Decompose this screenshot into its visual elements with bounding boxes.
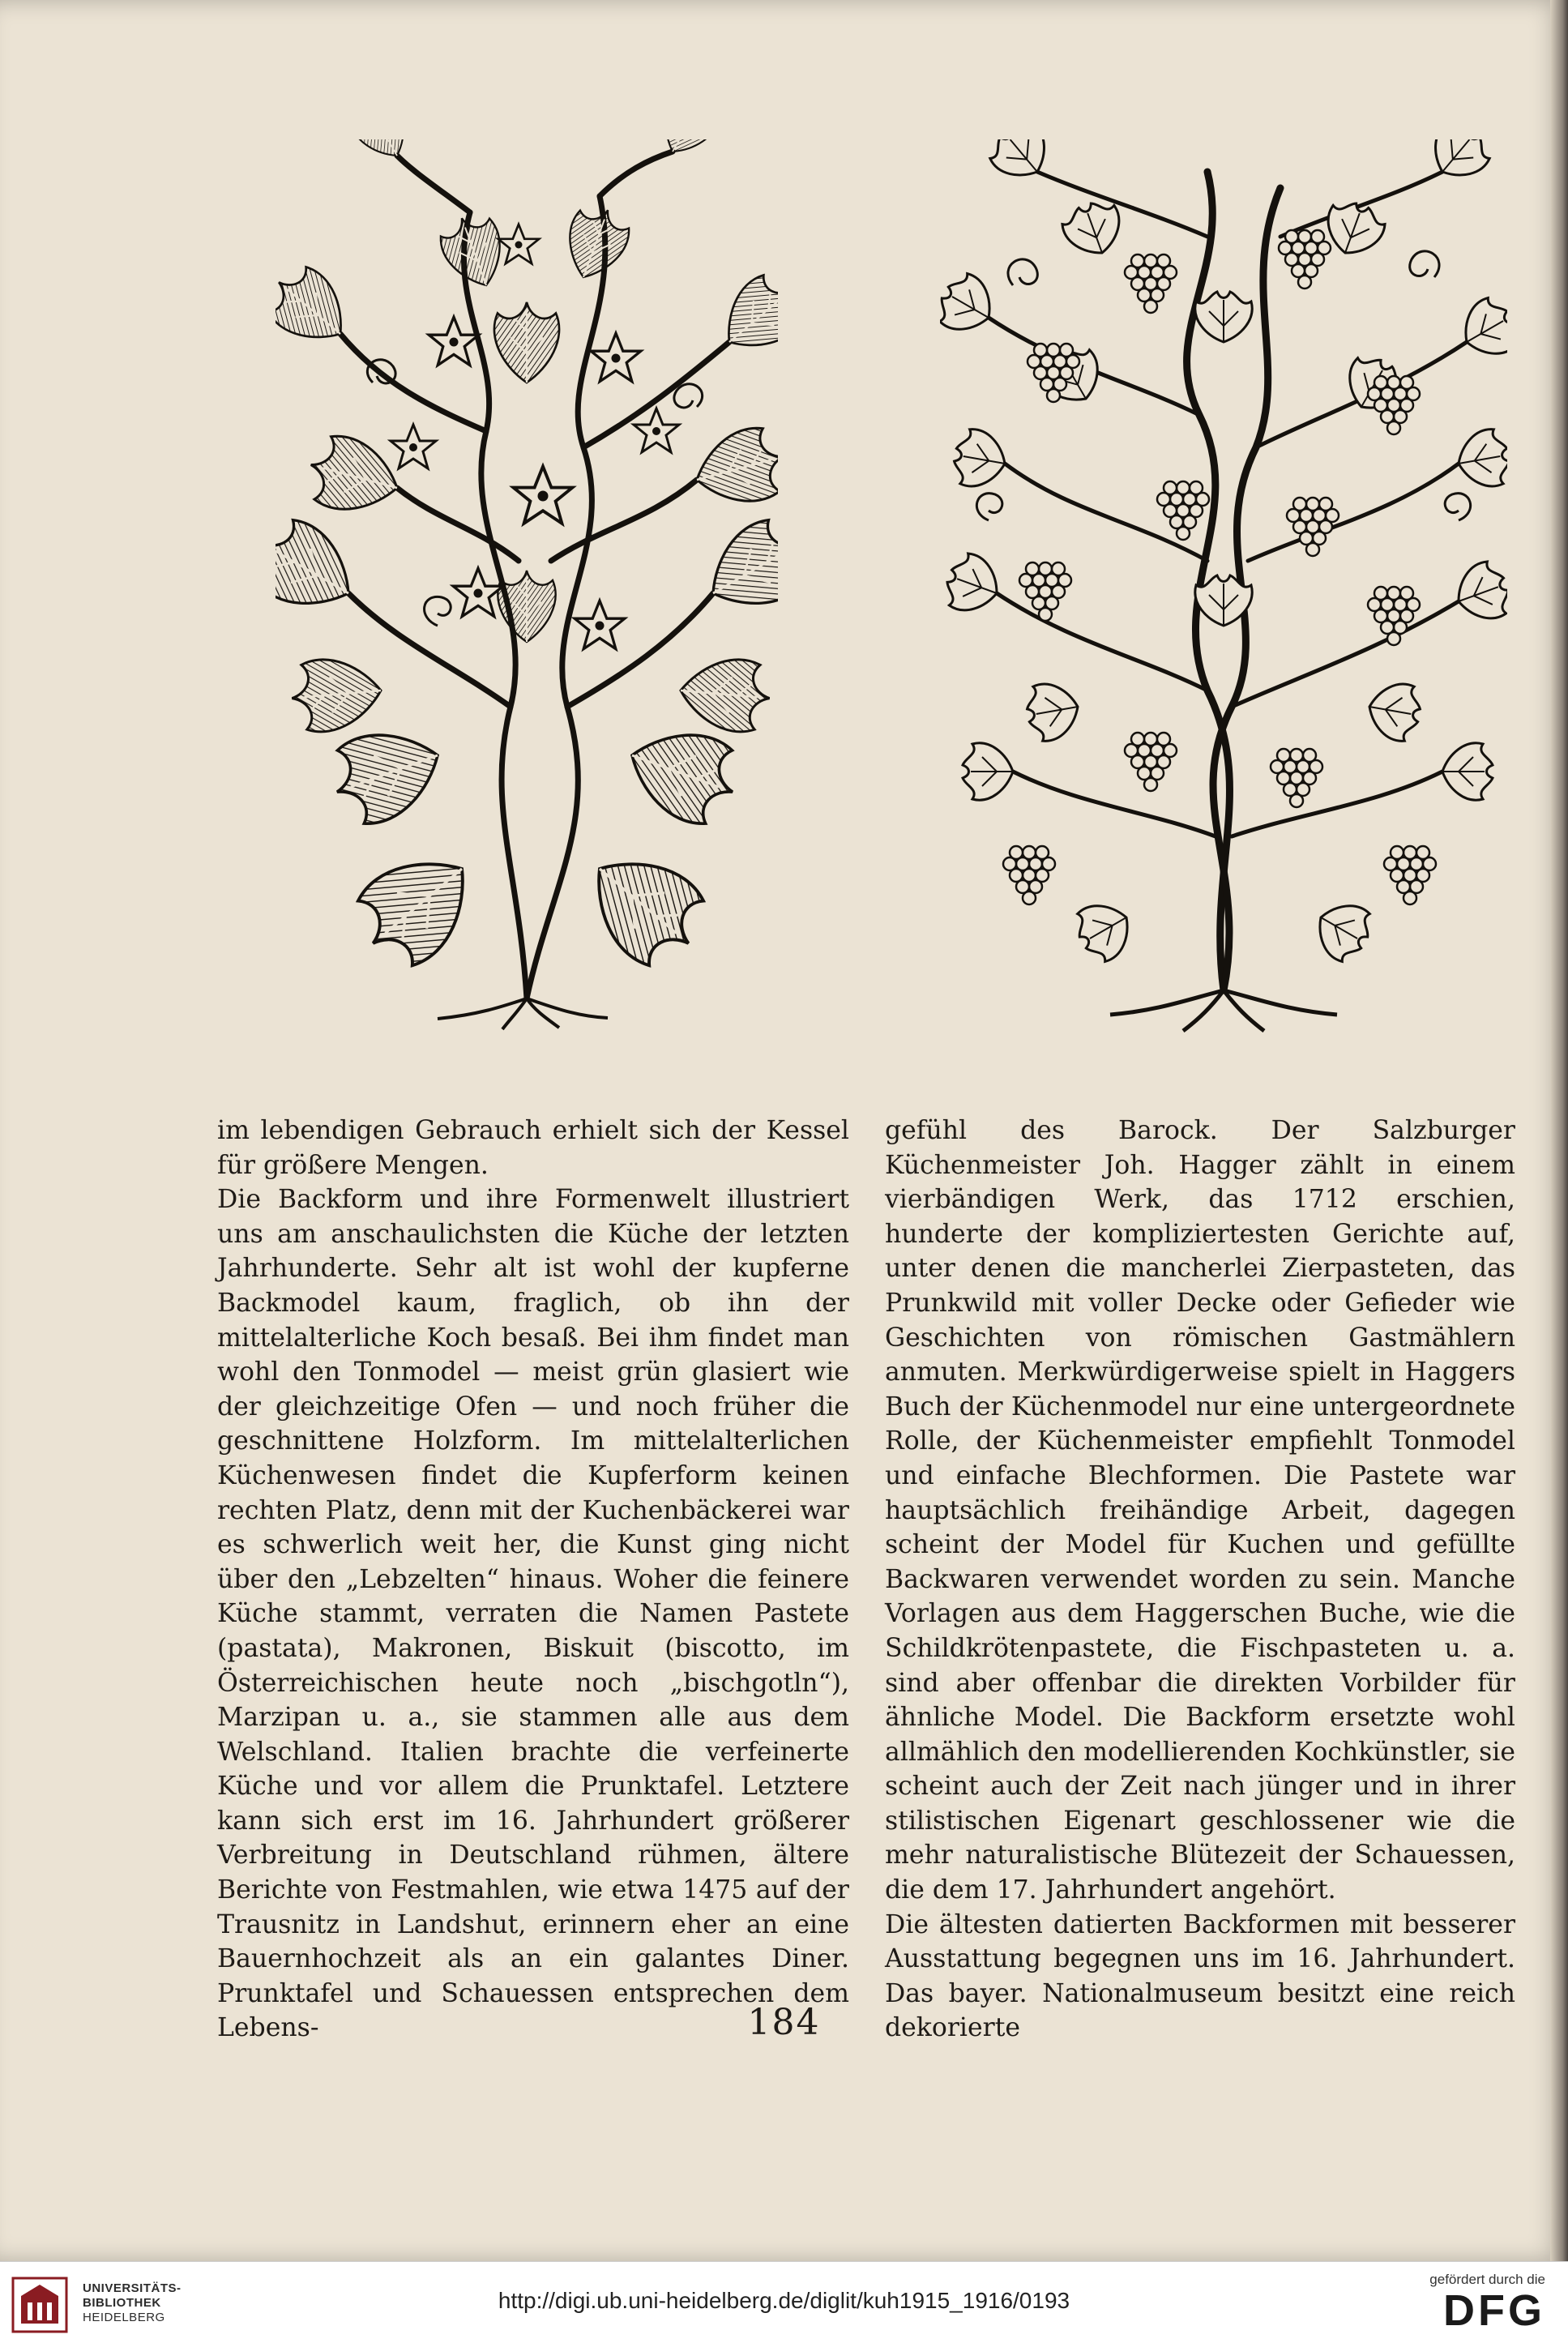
grapevine-illustration-svg: [940, 139, 1507, 1055]
viewer-footer: [0, 2261, 1568, 2343]
page-number: 184: [747, 2002, 821, 2043]
library-name-line: BIBLIOTHEK: [83, 2296, 161, 2310]
text-column-right: [885, 1114, 1515, 2046]
dfg-logo: DFG: [1443, 2286, 1545, 2335]
library-name-line: UNIVERSITÄTS-: [83, 2281, 182, 2295]
paragraph: Die ältesten datierten Backformen mit besserer Ausstattung begegnen uns im 16. Jahrhundert. Das bayer. Nationalmuseum besitzt eine reich dekorierte: [885, 1909, 1515, 2043]
woodcut-plant-illustration: [276, 139, 778, 1031]
page-edge-shadow: [1550, 0, 1568, 2261]
text-column-left: [217, 1114, 849, 2046]
dfg-funding[interactable]: [1391, 2272, 1545, 2333]
paragraph: Die Backform und ihre Formenwelt illustriert uns am anschaulichsten die Küche der letzten Jahrhunderte. Sehr alt ist wohl der kupferne Backmodel kaum, fraglich, ob ihn der mittelalterliche Koch besaß. Bei ihm findet man wohl den Tonmodel — meist grün glasiert wie der gleichzeitige Ofen — und noch früher die geschnittene Holzform. Im mittelalterlichen Küchenwesen findet die Kupferform keinen rechten Platz, denn mit der Kuchenbäckerei war es schwerlich weit her, die Kunst ging nicht über den „Lebzelten“ hinaus. Woher die feinere Küche stammt, verraten die Namen Pastete (pastata), Makronen, Biskuit (biscotto, im Österreichischen heute noch „bischgotln“), Marzipan u. a., sie stammen alle aus dem Welschland. Italien brachte die verfeinerte Küche und vor allem die Prunktafel. Letztere kann sich erst im 16. Jahrhundert größerer Verbreitung in Deutschland rühmen, ältere Berichte von Festmahlen, wie etwa 1475 auf der Trausnitz in Landshut, erinnern eher an eine Bauernhochzeit als an ein galantes Diner. Prunktafel und Schauessen entsprechen dem Lebens-: [217, 1185, 849, 2043]
permalink-url[interactable]: http://digi.ub.uni-heidelberg.de/diglit/kuh1915_1916/0193: [498, 2288, 1070, 2313]
paragraph: gefühl des Barock. Der Salzburger Küchenmeister Joh. Hagger zählt in einem vierbändigen Werk, das 1712 erschien, hunderte der kompliziertesten Gerichte auf, unter denen die mancherlei Zierpasteten, das Prunkwild mit voller Decke oder Gefieder wie Geschichten von römischen Gastmählern anmuten. Merkwürdigerweise spielt in Haggers Buch der Küchenmodel nur eine untergeordnete Rolle, der Küchenmeister empfiehlt Tonmodel und einfache Blechformen. Die Pastete war hauptsächlich freihändige Arbeit, dagegen scheint der Model für Kuchen und gefüllte Backwaren verwendet worden zu sein. Manche Vorlagen aus dem Haggerschen Buche, wie die Schildkrötenpastete, die Fischpasteten u. a. sind aber offenbar die direkten Vorbilder für ähnliche Model. Die Backform ersetzte wohl allmählich den modellierenden Kochkünstler, sie scheint auch der Zeit nach jünger und in ihrer stilistischen Eigenart geschlossener wie die mehr naturalistische Blütezeit der Schauessen, die dem 17. Jahrhundert angehört.: [885, 1116, 1515, 1905]
plant-illustration-svg: [276, 139, 778, 1031]
library-name-line: HEIDELBERG: [83, 2311, 165, 2324]
paragraph: im lebendigen Gebrauch erhielt sich der Kessel für größere Mengen.: [217, 1116, 849, 1180]
funding-text: gefördert durch die: [1429, 2272, 1545, 2287]
woodcut-grapevine-illustration: [940, 139, 1507, 1055]
